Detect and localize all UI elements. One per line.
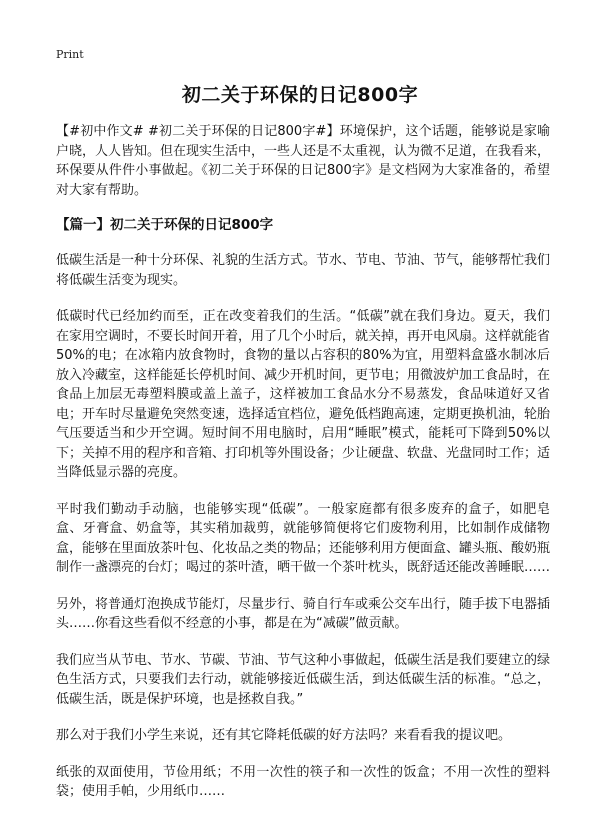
paragraph: 低碳生活是一种十分环保、礼貌的生活方式。节水、节电、节油、节气，能够帮忙我们将低碳生活变为现实。 (56, 253, 551, 288)
paragraph: 另外，将普通灯泡换成节能灯，尽量步行、骑自行车或乘公交车出行，随手拔下电器插头……你看这些看似不经意的小事，都是在为“减碳”做贡献。 (56, 596, 551, 631)
print-link[interactable]: Print (56, 48, 84, 61)
intro-paragraph: 【#初中作文# #初二关于环保的日记800字#】环境保护，这个话题，能够说是家喻户晓，人人皆知。但在现实生活中，一些人还是不太重视，认为微不足道，在我看来，环保要从件件小事做起。《初二关于环保的日记800字》是文档网为大家准备的，希望对大家有帮助。 (56, 124, 551, 198)
paragraph: 纸张的双面使用，节俭用纸；不用一次性的筷子和一次性的饭盒；不用一次性的塑料袋；使用手帕，少用纸巾…… (56, 764, 550, 799)
paragraph: 平时我们勤动手动脑，也能够实现“低碳”。一般家庭都有很多废弃的盒子，如肥皂盒、牙膏盒、奶盒等，其实稍加裁剪，就能够简便将它们废物利用，比如制作成储物盒，能够在里面放茶叶包、化妆品之类的物品；还能够利用方便面盒、罐头瓶、酸奶瓶制作一盏漂亮的台灯；喝过的茶叶渣，晒干做一个茶叶枕头，既舒适还能改善睡眠…… (56, 501, 551, 575)
paragraph: 低碳时代已经加约而至，正在改变着我们的生活。“低碳”就在我们身边。夏天，我们在家用空调时，不要长时间开着，用了几个小时后，就关掉，再开电风扇。这样就能省50%的电；在冰箱内放食物时，食物的量以占容积的80%为宜，用塑料盒盛水制冰后放入冷藏室，这样能延长停机时间、减少开机时间，更节电；用微波炉加工食品时，在食品上加层无毒塑料膜或盖上盖子，这样被加工食品水分不易蒸发，食品味道好又省电；开车时尽量避免突然变速，选择适宜档位，避免低档跑高速，定期更换机油，轮胎气压要适当和少开空调。短时间不用电脑时，启用“睡眠”模式，能耗可下降到50%以下；关掉不用的程序和音箱、打印机等外围设备；少让硬盘、软盘、光盘同时工作；适当降低显示器的亮度。 (56, 309, 551, 480)
page-title: 初二关于环保的日记800字 (181, 84, 419, 106)
section-heading: 【篇一】初二关于环保的日记800字 (56, 217, 274, 233)
paragraph: 我们应当从节电、节水、节碳、节油、节气这种小事做起，低碳生活是我们要建立的绿色生活方式，只要我们去行动，就能够接近低碳生活，到达低碳生活的标准。“总之，低碳生活，既是保护环境，也是拯救自我。” (56, 652, 551, 707)
paragraph: 那么对于我们小学生来说，还有其它降耗低碳的好方法吗？来看看我的提议吧。 (56, 728, 512, 743)
article-body (56, 122, 550, 819)
